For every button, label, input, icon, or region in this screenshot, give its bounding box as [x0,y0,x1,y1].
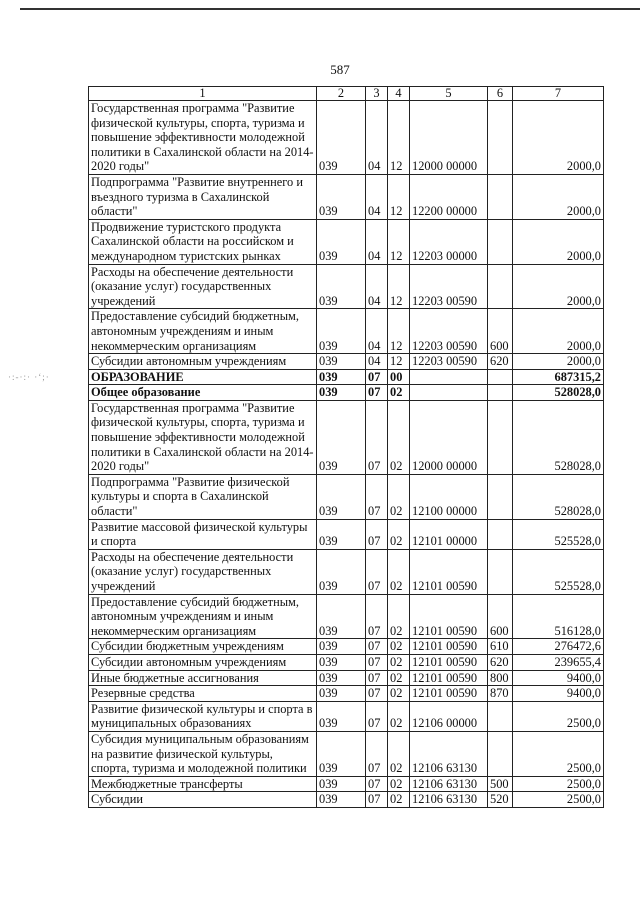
row-expense-type-cell: 600 [488,309,513,354]
row-expense-type-cell: 620 [488,654,513,670]
row-amount-cell: 2000,0 [513,354,604,370]
row-amount-cell: 528028,0 [513,400,604,474]
budget-table [88,86,604,808]
row-section-cell: 07 [366,792,388,808]
row-target-article-cell: 12000 00000 [410,101,488,175]
row-expense-type-cell: 620 [488,354,513,370]
table-row [89,594,604,639]
row-grbs-cell: 039 [317,400,366,474]
row-target-article-cell: 12000 00000 [410,400,488,474]
table-row [89,792,604,808]
row-expense-type-cell [488,731,513,776]
row-name-cell: Расходы на обеспечение деятельности (оказание услуг) государственных учреждений [89,549,317,594]
row-name-cell: Подпрограмма "Развитие физической культуры и спорта в Сахалинской области" [89,474,317,519]
header-cell-7: 7 [513,87,604,101]
row-name-cell: Субсидии автономным учреждениям [89,354,317,370]
row-grbs-cell: 039 [317,385,366,401]
row-name-cell: Иные бюджетные ассигнования [89,670,317,686]
row-target-article-cell: 12106 63130 [410,776,488,792]
row-subsection-cell: 02 [388,701,410,731]
row-amount-cell: 9400,0 [513,686,604,702]
row-amount-cell: 2000,0 [513,174,604,219]
row-grbs-cell: 039 [317,654,366,670]
row-expense-type-cell [488,219,513,264]
row-expense-type-cell [488,174,513,219]
row-section-cell: 04 [366,174,388,219]
row-target-article-cell: 12203 00590 [410,309,488,354]
row-subsection-cell: 02 [388,731,410,776]
table-row [89,309,604,354]
row-grbs-cell: 039 [317,670,366,686]
row-name-cell: Межбюджетные трансферты [89,776,317,792]
row-name-cell: Государственная программа "Развитие физической культуры, спорта, туризма и повышение эффективности молодежной политики в Сахалинской области на 2014-2020 годы" [89,101,317,175]
row-name-cell: Резервные средства [89,686,317,702]
row-grbs-cell: 039 [317,264,366,309]
row-name-cell: Подпрограмма "Развитие внутреннего и въездного туризма в Сахалинской области" [89,174,317,219]
page-number: 587 [330,62,350,77]
row-target-article-cell [410,369,488,385]
row-name-cell: Субсидия муниципальным образованиям на развитие физической культуры, спорта, туризма и молодежной политики [89,731,317,776]
row-amount-cell: 2500,0 [513,731,604,776]
row-grbs-cell: 039 [317,639,366,655]
table-row [89,219,604,264]
row-subsection-cell: 00 [388,369,410,385]
table-row [89,101,604,175]
header-row [89,87,604,101]
row-grbs-cell: 039 [317,474,366,519]
row-expense-type-cell [488,264,513,309]
row-grbs-cell: 039 [317,354,366,370]
row-subsection-cell: 02 [388,519,410,549]
row-section-cell: 07 [366,686,388,702]
row-subsection-cell: 02 [388,792,410,808]
row-subsection-cell: 12 [388,174,410,219]
row-section-cell: 07 [366,519,388,549]
row-grbs-cell: 039 [317,731,366,776]
header-cell-2: 2 [317,87,366,101]
row-subsection-cell: 02 [388,400,410,474]
row-section-cell: 07 [366,654,388,670]
row-target-article-cell: 12101 00000 [410,519,488,549]
row-name-cell: Субсидии автономным учреждениям [89,654,317,670]
row-subsection-cell: 12 [388,264,410,309]
top-border-line [20,8,640,10]
row-subsection-cell: 02 [388,549,410,594]
row-subsection-cell: 02 [388,474,410,519]
row-amount-cell: 2500,0 [513,792,604,808]
table-row [89,701,604,731]
header-cell-6: 6 [488,87,513,101]
row-grbs-cell: 039 [317,519,366,549]
row-target-article-cell [410,385,488,401]
row-expense-type-cell [488,549,513,594]
row-subsection-cell: 02 [388,385,410,401]
row-section-cell: 07 [366,776,388,792]
table-row [89,174,604,219]
row-expense-type-cell [488,519,513,549]
row-grbs-cell: 039 [317,219,366,264]
row-subsection-cell: 12 [388,101,410,175]
header-cell-3: 3 [366,87,388,101]
row-amount-cell: 2000,0 [513,309,604,354]
row-subsection-cell: 02 [388,639,410,655]
row-amount-cell: 239655,4 [513,654,604,670]
table-row [89,519,604,549]
row-grbs-cell: 039 [317,776,366,792]
row-target-article-cell: 12101 00590 [410,639,488,655]
table-row [89,264,604,309]
row-grbs-cell: 039 [317,309,366,354]
row-target-article-cell: 12106 63130 [410,792,488,808]
row-section-cell: 04 [366,309,388,354]
row-section-cell: 07 [366,549,388,594]
row-section-cell: 04 [366,354,388,370]
row-expense-type-cell [488,385,513,401]
header-cell-5: 5 [410,87,488,101]
header-cell-1: 1 [89,87,317,101]
row-amount-cell: 516128,0 [513,594,604,639]
row-subsection-cell: 12 [388,354,410,370]
row-grbs-cell: 039 [317,174,366,219]
row-expense-type-cell [488,400,513,474]
row-section-cell: 07 [366,701,388,731]
table-row [89,549,604,594]
row-name-cell: Продвижение туристского продукта Сахалинской области на российском и международном туристских рынках [89,219,317,264]
table-row [89,686,604,702]
table-row [89,776,604,792]
row-section-cell: 07 [366,474,388,519]
row-expense-type-cell [488,369,513,385]
row-section-cell: 07 [366,369,388,385]
row-grbs-cell: 039 [317,101,366,175]
row-section-cell: 04 [366,101,388,175]
row-subsection-cell: 12 [388,219,410,264]
row-section-cell: 07 [366,594,388,639]
row-section-cell: 07 [366,400,388,474]
row-target-article-cell: 12106 00000 [410,701,488,731]
table-row [89,354,604,370]
table-row [89,385,604,401]
row-expense-type-cell [488,701,513,731]
row-grbs-cell: 039 [317,549,366,594]
row-grbs-cell: 039 [317,701,366,731]
row-name-cell: ОБРАЗОВАНИЕ [89,369,317,385]
table-row [89,731,604,776]
row-grbs-cell: 039 [317,792,366,808]
row-target-article-cell: 12100 00000 [410,474,488,519]
row-target-article-cell: 12203 00590 [410,264,488,309]
row-name-cell: Предоставление субсидий бюджетным, автономным учреждениям и иным некоммерческим организациям [89,309,317,354]
row-name-cell: Государственная программа "Развитие физической культуры, спорта, туризма и повышение эффективности молодежной политики в Сахалинской области на 2014-2020 годы" [89,400,317,474]
row-grbs-cell: 039 [317,686,366,702]
row-subsection-cell: 02 [388,594,410,639]
row-expense-type-cell: 870 [488,686,513,702]
row-section-cell: 07 [366,639,388,655]
table-row [89,474,604,519]
row-section-cell: 07 [366,731,388,776]
row-name-cell: Субсидии бюджетным учреждениям [89,639,317,655]
row-subsection-cell: 02 [388,776,410,792]
row-expense-type-cell: 500 [488,776,513,792]
row-target-article-cell: 12101 00590 [410,549,488,594]
row-subsection-cell: 02 [388,670,410,686]
row-expense-type-cell [488,474,513,519]
table-row [89,369,604,385]
row-expense-type-cell [488,101,513,175]
row-name-cell: Развитие физической культуры и спорта в муниципальных образованиях [89,701,317,731]
row-subsection-cell: 02 [388,686,410,702]
row-expense-type-cell: 600 [488,594,513,639]
row-expense-type-cell: 520 [488,792,513,808]
row-amount-cell: 525528,0 [513,519,604,549]
row-target-article-cell: 12101 00590 [410,654,488,670]
row-target-article-cell: 12203 00590 [410,354,488,370]
row-section-cell: 07 [366,670,388,686]
row-subsection-cell: 12 [388,309,410,354]
row-target-article-cell: 12203 00000 [410,219,488,264]
row-target-article-cell: 12101 00590 [410,670,488,686]
row-section-cell: 04 [366,264,388,309]
row-amount-cell: 2500,0 [513,701,604,731]
row-amount-cell: 2500,0 [513,776,604,792]
row-name-cell: Субсидии [89,792,317,808]
row-amount-cell: 276472,6 [513,639,604,655]
table-row [89,400,604,474]
row-target-article-cell: 12101 00590 [410,686,488,702]
row-name-cell: Развитие массовой физической культуры и спорта [89,519,317,549]
row-amount-cell: 687315,2 [513,369,604,385]
table-row [89,670,604,686]
row-section-cell: 04 [366,219,388,264]
row-expense-type-cell: 800 [488,670,513,686]
row-amount-cell: 525528,0 [513,549,604,594]
row-amount-cell: 2000,0 [513,219,604,264]
row-target-article-cell: 12106 63130 [410,731,488,776]
row-grbs-cell: 039 [317,594,366,639]
row-name-cell: Предоставление субсидий бюджетным, автономным учреждениям и иным некоммерческим организациям [89,594,317,639]
table-row [89,654,604,670]
header-cell-4: 4 [388,87,410,101]
table-row [89,639,604,655]
row-grbs-cell: 039 [317,369,366,385]
row-subsection-cell: 02 [388,654,410,670]
scan-artifact-mark: ·:-·:· ·‘;· [8,372,50,382]
row-amount-cell: 9400,0 [513,670,604,686]
row-name-cell: Расходы на обеспечение деятельности (оказание услуг) государственных учреждений [89,264,317,309]
row-name-cell: Общее образование [89,385,317,401]
row-amount-cell: 2000,0 [513,101,604,175]
row-expense-type-cell: 610 [488,639,513,655]
row-section-cell: 07 [366,385,388,401]
row-amount-cell: 528028,0 [513,385,604,401]
row-amount-cell: 528028,0 [513,474,604,519]
row-target-article-cell: 12101 00590 [410,594,488,639]
row-amount-cell: 2000,0 [513,264,604,309]
row-target-article-cell: 12200 00000 [410,174,488,219]
